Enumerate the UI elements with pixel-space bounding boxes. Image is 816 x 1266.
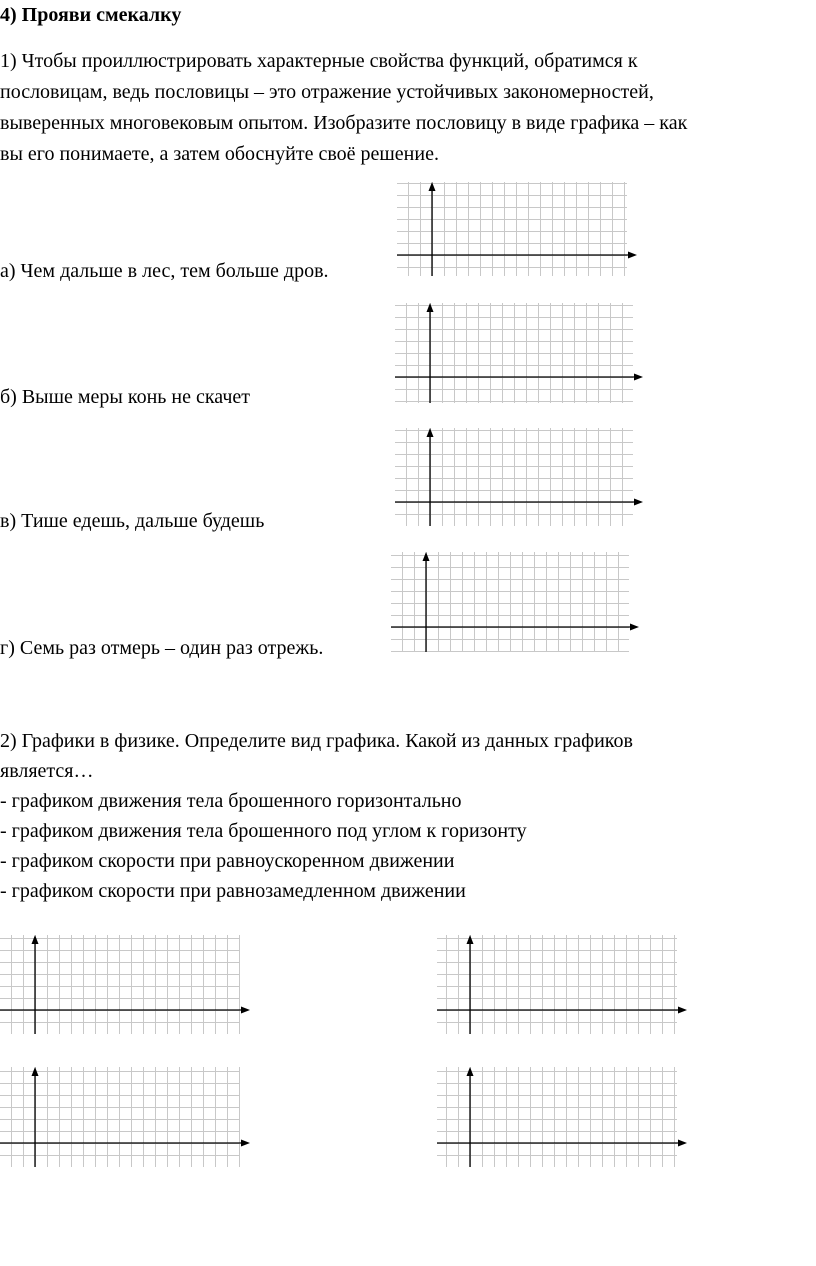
task2-option: - графиком движения тела брошенного под углом к горизонту <box>0 820 527 842</box>
y-axis-arrow-icon <box>423 552 430 561</box>
graph-grid-proverb-b <box>395 303 643 403</box>
coordinate-grid <box>437 935 687 1034</box>
proverb-d: г) Семь раз отмерь – один раз отрежь. <box>0 637 324 659</box>
graph-grid-physics-2 <box>437 935 687 1034</box>
x-axis-arrow-icon <box>634 499 643 506</box>
graph-grid-proverb-c <box>395 428 643 526</box>
graph-grid-physics-1 <box>0 935 250 1034</box>
proverb-a: а) Чем дальше в лес, тем больше дров. <box>0 260 329 282</box>
x-axis-arrow-icon <box>241 1007 250 1014</box>
y-axis-arrow-icon <box>32 935 39 944</box>
task1-line: вы его понимаете, а затем обоснуйте своё решение. <box>0 143 439 165</box>
coordinate-grid <box>437 1067 687 1167</box>
task2-option: - графиком скорости при равноускоренном движении <box>0 850 455 872</box>
y-axis-arrow-icon <box>427 428 434 437</box>
x-axis-arrow-icon <box>634 374 643 381</box>
x-axis-arrow-icon <box>241 1140 250 1147</box>
task1-line: выверенных многовековым опытом. Изобразите пословицу в виде графика – как <box>0 112 688 134</box>
task2-line: является… <box>0 760 94 782</box>
x-axis-arrow-icon <box>678 1140 687 1147</box>
coordinate-grid <box>0 935 250 1034</box>
coordinate-grid <box>397 182 637 276</box>
coordinate-grid <box>0 1067 250 1167</box>
task2-option: - графиком движения тела брошенного горизонтально <box>0 790 462 812</box>
proverb-b: б) Выше меры конь не скачет <box>0 386 251 408</box>
proverb-c: в) Тише едешь, дальше будешь <box>0 510 265 532</box>
y-axis-arrow-icon <box>427 303 434 312</box>
coordinate-grid <box>391 552 639 652</box>
graph-grid-proverb-d <box>391 552 639 652</box>
coordinate-grid <box>395 303 643 403</box>
x-axis-arrow-icon <box>678 1007 687 1014</box>
graph-grid-physics-3 <box>0 1067 250 1167</box>
graph-grid-physics-4 <box>437 1067 687 1167</box>
x-axis-arrow-icon <box>630 624 639 631</box>
section-title: 4) Прояви смекалку <box>0 4 182 26</box>
coordinate-grid <box>395 428 643 526</box>
task2-option: - графиком скорости при равнозамедленном движении <box>0 880 466 902</box>
task1-line: пословицам, ведь пословицы – это отражение устойчивых закономерностей, <box>0 81 654 103</box>
task1-line: 1) Чтобы проиллюстрировать характерные свойства функций, обратимся к <box>0 50 638 72</box>
y-axis-arrow-icon <box>467 935 474 944</box>
task2-line: 2) Графики в физике. Определите вид графика. Какой из данных графиков <box>0 730 633 752</box>
graph-grid-proverb-a <box>397 182 637 276</box>
x-axis-arrow-icon <box>628 252 637 259</box>
